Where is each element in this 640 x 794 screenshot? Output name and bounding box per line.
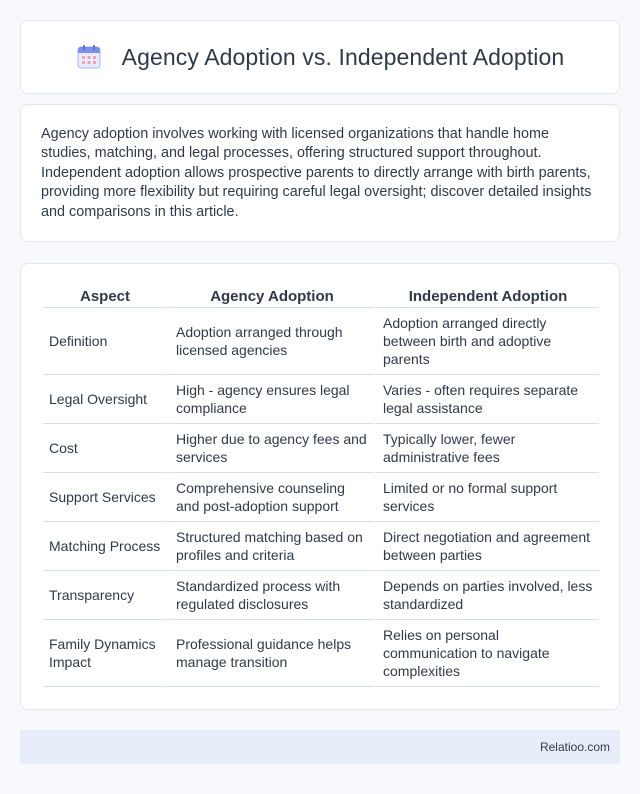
table-row (43, 375, 599, 424)
table-row (43, 424, 599, 473)
footer-brand: Relatioo.com (539, 740, 610, 754)
cell-aspect: Cost (43, 424, 167, 473)
cell-independent: Adoption arranged directly between birth and adoptive parents (374, 308, 599, 375)
comparison-card (20, 263, 620, 710)
cell-agency: Structured matching based on profiles and criteria (167, 522, 374, 571)
table-header-row (43, 286, 599, 308)
cell-aspect: Definition (43, 308, 167, 375)
calendar-icon (76, 44, 102, 70)
cell-independent: Varies - often requires separate legal assistance (374, 375, 599, 424)
cell-aspect: Family Dynamics Impact (43, 620, 167, 687)
cell-aspect: Support Services (43, 473, 167, 522)
table-row (43, 620, 599, 687)
header-card (20, 20, 620, 94)
page-title: Agency Adoption vs. Independent Adoption (121, 43, 565, 70)
cell-aspect: Transparency (43, 571, 167, 620)
cell-independent: Limited or no formal support services (374, 473, 599, 522)
header-independent: Independent Adoption (374, 286, 599, 308)
footer-bar (20, 730, 620, 764)
cell-agency: Standardized process with regulated disclosures (167, 571, 374, 620)
cell-independent: Relies on personal communication to navigate complexities (374, 620, 599, 687)
cell-agency: Adoption arranged through licensed agencies (167, 308, 374, 375)
cell-independent: Depends on parties involved, less standardized (374, 571, 599, 620)
cell-independent: Direct negotiation and agreement between parties (374, 522, 599, 571)
header-agency: Agency Adoption (167, 286, 374, 308)
header-aspect: Aspect (43, 286, 167, 308)
cell-aspect: Legal Oversight (43, 375, 167, 424)
table-row (43, 473, 599, 522)
table-row (43, 308, 599, 375)
cell-agency: Comprehensive counseling and post-adoption support (167, 473, 374, 522)
cell-agency: Higher due to agency fees and services (167, 424, 374, 473)
intro-text: Agency adoption involves working with licensed organizations that handle home studies, matching, and legal processes, offering structured support throughout. Independent adoption allows prospective parents to directly arrange with birth parents, providing more flexibility but requiring careful legal oversight; discover detailed insights and comparisons in this article. (41, 126, 592, 220)
cell-independent: Typically lower, fewer administrative fees (374, 424, 599, 473)
cell-agency: High - agency ensures legal compliance (167, 375, 374, 424)
cell-aspect: Matching Process (43, 522, 167, 571)
cell-agency: Professional guidance helps manage transition (167, 620, 374, 687)
table-row (43, 571, 599, 620)
table-row (43, 522, 599, 571)
comparison-table (43, 286, 599, 687)
title-wrap (76, 44, 565, 71)
intro-card (20, 104, 620, 242)
